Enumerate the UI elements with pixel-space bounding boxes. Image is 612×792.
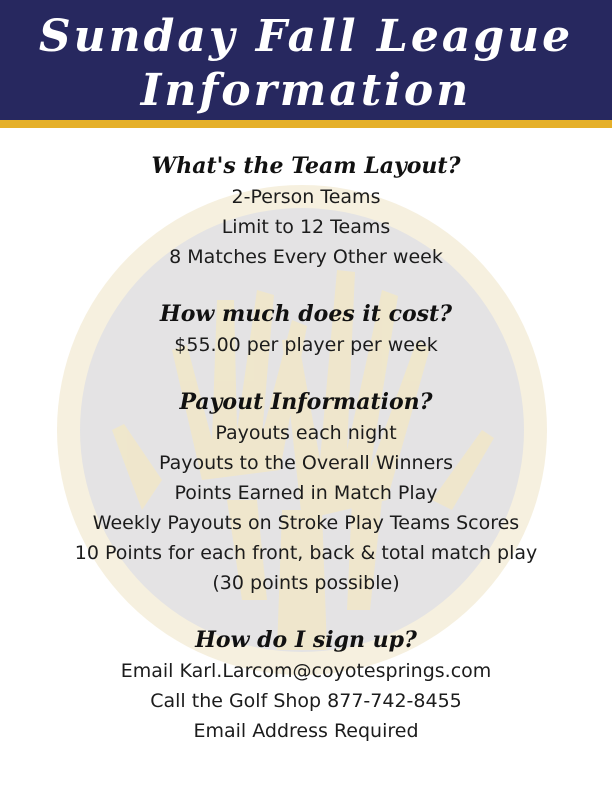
list-item: Payouts each night <box>215 422 397 444</box>
payout-section <box>0 386 612 598</box>
list-item: 2-Person Teams <box>231 186 381 208</box>
header-banner <box>0 0 612 128</box>
list-item: Payouts to the Overall Winners <box>159 452 453 474</box>
section-heading: How do I sign up? <box>195 627 417 653</box>
list-item: 8 Matches Every Other week <box>169 246 443 268</box>
section-heading: What's the Team Layout? <box>151 153 461 179</box>
email-contact: Email Karl.Larcom@coyotesprings.com <box>120 660 492 682</box>
phone-contact: Call the Golf Shop 877-742-8455 <box>150 690 462 712</box>
list-item: Email Address Required <box>193 720 419 742</box>
section-heading: Payout Information? <box>179 389 433 415</box>
list-item: $55.00 per player per week <box>174 334 438 356</box>
signup-section <box>0 624 612 746</box>
list-item: 10 Points for each front, back & total match play <box>74 542 538 564</box>
cost-section <box>0 298 612 360</box>
title-line-2: Information <box>140 65 472 116</box>
section-heading: How much does it cost? <box>159 301 453 327</box>
list-item: (30 points possible) <box>212 572 400 594</box>
team-layout-section <box>0 150 612 272</box>
main-content <box>0 150 612 772</box>
list-item: Weekly Payouts on Stroke Play Teams Scores <box>92 512 520 534</box>
list-item: Limit to 12 Teams <box>221 216 391 238</box>
title-line-1: Sunday Fall League <box>38 11 574 62</box>
list-item: Points Earned in Match Play <box>174 482 438 504</box>
